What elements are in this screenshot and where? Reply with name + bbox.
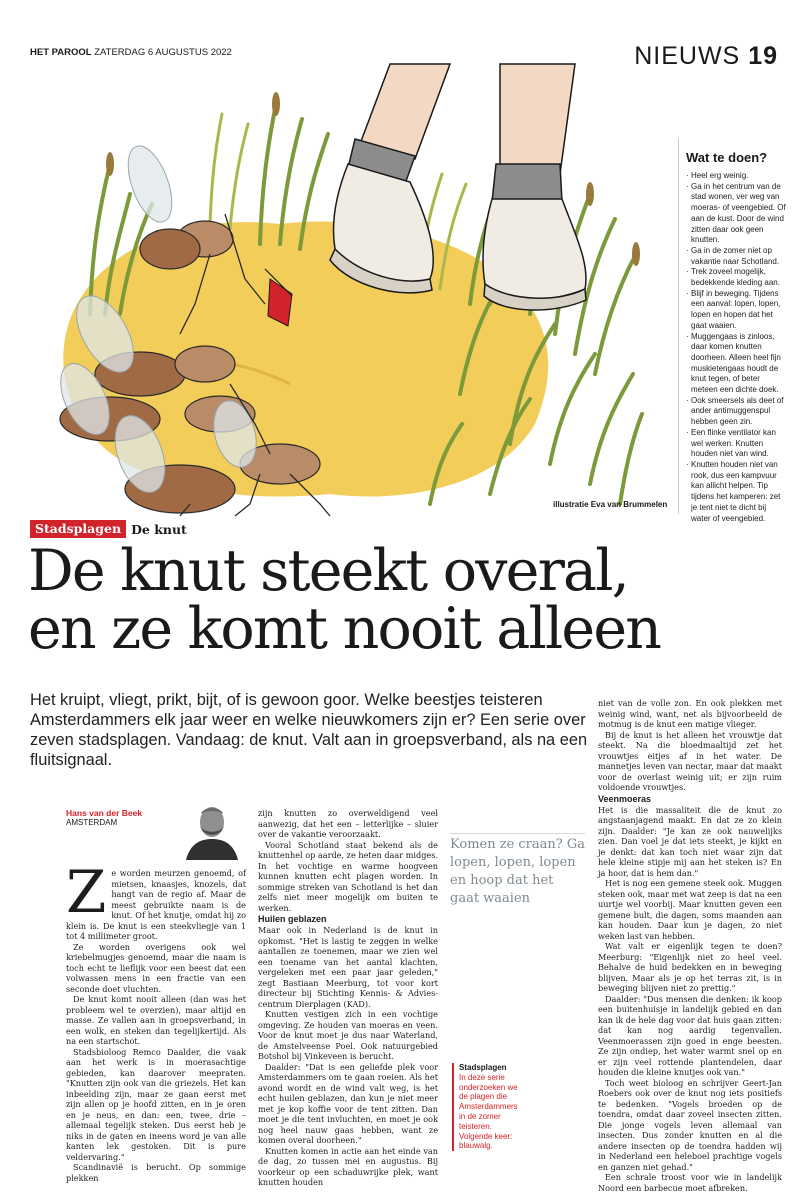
body-paragraph: Scandinavië is berucht. Op sommige plekken <box>66 1162 246 1183</box>
sidebar-tip: · Blijf in beweging. Tijdens een aanval: lopen, lopen, lopen en hopen dat het gaat waaien. <box>686 289 786 332</box>
sidebar-tip: · Een flinke ventilator kan wel werken. Knutten houden niet van wind. <box>686 428 786 460</box>
headline-line-1: De knut steekt overal, <box>28 538 628 604</box>
body-paragraph <box>66 858 246 942</box>
subheading: Huilen geblazen <box>258 914 327 924</box>
body-paragraph: Knutten komen in actie aan het einde van de dag, zo tussen mei en augustus. Bij voorkeur op een schaduwrijke plek, want knutten houden <box>258 1145 438 1187</box>
body-paragraph: niet van de volle zon. En ook plekken met weinig wind, want, net als bijvoorbeeld de motmug is de knut een matige vlieger. <box>598 698 782 729</box>
sidebar-tip: · Muggengaas is zinloos, daar komen knutten doorheen. Alleen heel fijn muskietengaas houdt de knut tegen, of beter meteen een dichte doek. <box>686 332 786 396</box>
series-tag: Stadsplagen <box>30 520 126 538</box>
illustration-credit: illustratie Eva van Brummelen <box>553 500 668 509</box>
body-paragraph: Stadsbioloog Remco Daalder, die vaak aan het werk is in moerasachtige gebieden, kan daarover meepraten. "Knutten zijn ook van die griezels. Het kan inbeelding zijn, maar ze gaan eerst met zijn allen op je hoofd zitten, en in je oren en je neus, en dan: een, twee, drie – allemaal tegelijk steken. Dus eerst heb je niks in de gaten en ineens word je van alle kanten lek gestoken. Dit is pure veldervaring." <box>66 1046 246 1162</box>
article-headline <box>28 538 661 662</box>
body-paragraph: Bij de knut is het alleen het vrouwtje dat steekt. Na die bloedmaaltijd zet het vrouwtjes eitjes af in het water. De mannetjes leven van nectar, maar dat maakt voor de overlast weinig uit; er zijn ruim voldoende vrouwtjes. <box>598 729 782 792</box>
body-paragraph: Vooral Schotland staat bekend als de knuttenhel op aarde, ze heten daar midges. In het vochtige en warme hoogveen kunnen knutten echt plagen worden. In sommige streken van Schotland is het dan zelfs niet meer mogelijk om buiten te werken. <box>258 839 438 913</box>
sidebar-tip: · Knutten houden niet van rook, dus een kampvuur kan allicht helpen. Tip tijdens het kamperen: zet je tent niet te dicht bij water of veengebied. <box>686 460 786 524</box>
byline <box>66 808 142 827</box>
series-note-text: In deze serie onderzoeken we de plagen die Amsterdammers in de zomer teisteren. Volgende keer: blauwalg. <box>459 1072 518 1151</box>
page-number: 19 <box>748 42 778 70</box>
article-kicker <box>30 520 187 538</box>
body-paragraph: Wat valt er eigenlijk tegen te doen? Meerburg: "Eigenlijk niet zo heel veel. Behalve de huid bedekken en in beweging blijven. Maar als je op het terras zit, is in beweging blijven niet zo prettig." <box>598 941 782 993</box>
body-text: e worden meurzen genoemd, of mietsen, knaasjes, knozels, dat hangt van de regio af. Maar de meest gebruikte naam is de knut. Of het knutje, omdat hij zo klein is. De knut is een steekvliegje van 1 tot 4 millimeter groot. <box>66 868 246 941</box>
body-paragraph: Knutten vestigen zich in een vochtige omgeving. Ze houden van moeras en veen. Voor de knut moet je dus naar Waterland, de Amstelveense Poel. Ook natuurgebied Botshol bij Vinkeveen is berucht. <box>258 1009 438 1061</box>
article-column-2 <box>258 808 438 1188</box>
sidebar-tip: · Trek zoveel mogelijk, bedekkende kleding aan. <box>686 267 786 288</box>
author-location: AMSTERDAM <box>66 818 118 827</box>
author-photo <box>184 798 240 860</box>
illustration-midges-and-hiker <box>30 64 645 519</box>
body-paragraph: Ze worden overigens ook wel kriebelmugjes genoemd, maar die naam is toch echt te lieflijk voor een beest dat een volwassen mens in een fractie van een seconde doet vluchten. <box>66 941 246 994</box>
series-note-title: Stadsplagen <box>459 1063 507 1072</box>
article-column-3 <box>598 698 782 1193</box>
publication-date: ZATERDAG 6 AUGUSTUS 2022 <box>94 47 232 58</box>
author-name: Hans van der Beek <box>66 808 143 818</box>
series-note <box>452 1063 524 1151</box>
body-paragraph: Maar ook in Nederland is de knut in opkomst. "Het is lastig te zeggen in welke aantallen ze toenemen, maar we zien wel een toename van het aantal klachten, vergeleken met een paar jaar geleden," zegt Bastiaan Meerburg, tot voor kort directeur bij Stichting Kennis- & Adviescentrum Dierplagen (KAD). <box>258 925 438 1009</box>
masthead <box>30 47 232 58</box>
headline-line-2: en ze komt nooit alleen <box>28 596 661 662</box>
subheading: Veenmoeras <box>598 793 652 804</box>
article-intro: Het kruipt, vliegt, prikt, bijt, of is gewoon goor. Welke beestjes teisteren Amsterdammers elk jaar weer en welke nieuwkomers zijn er? Een serie over zeven stadsplagen. Vandaag: de knut. Valt aan in groepsverband, als na een fluitsignaal. <box>30 691 588 769</box>
article-column-1 <box>66 858 246 1183</box>
sidebar-tip: · Heel erg weinig. <box>686 171 786 182</box>
body-paragraph: zijn knutten zo overweldigend veel aanwezig, dat het een – letterlijke – sluier over de vakantie veroorzaakt. <box>258 808 438 839</box>
sidebar-tip: · Ook smeersels als deet of ander antimuggenspul hebben geen zin. <box>686 396 786 428</box>
newspaper-brand: HET PAROOL <box>30 47 92 58</box>
body-paragraph: De knut komt nooit alleen (dan was het probleem wel te overzien), maar altijd en masse. Ze vallen aan in groepsverband, in een wolk, en steken dan tegelijkertijd. Als na een startschot. <box>66 994 246 1046</box>
body-paragraph: Daalder: "Dat is een geliefde plek voor Amsterdammers om te gaan roeien. Als het avond wordt en de wind valt weg, is het echt huilen geblazen, dan kun je niet meer met je kop koffie voor de tent zitten. Dan moet je die tent invluchten, en moet je ook nog heel nauw gaas hebben, want ze komen overal doorheen." <box>258 1061 438 1145</box>
sidebar-title: Wat te doen? <box>686 150 768 165</box>
pull-quote: Komen ze craan? Ga lopen, lopen, lopen en hoop dat het gaat waaien <box>450 833 585 908</box>
body-paragraph: Het is die massaliteit die de knut zo angstaanjagend maakt. En dat ze zo klein zijn. Daalder: "Je kan ze ook nauwelijks zien. Dan voel je dat iets steekt, je kijkt en je denkt: dat kan toch niet waar zijn dat hele kleine stipje mij aan het steken is? En ja hoor, dat is hem dan." <box>598 804 782 878</box>
sidebar-tips-list <box>686 171 786 524</box>
body-paragraph: Een schrale troost voor wie in landelijk Noord een barbecue moet afbreken. <box>598 1172 782 1193</box>
tips-sidebar <box>678 138 786 523</box>
body-paragraph: Toch weet bioloog en schrijver Geert-Jan Roebers ook over de knut nog iets positiefs te bedenken. "Vogels broeden op de toendra, omdat daar zoveel insecten zitten. Die jonge vogels leven allemaal van insecten. Dus zonder knutten en al die andere insecten op de toendra hadden wij in Nederland een heleboel prachtige vogels en ganzen niet gehad." <box>598 1077 782 1172</box>
body-paragraph: Het is nog een gemene steek ook. Muggen steken ook, maar met wat zeep is dat na een uurtje wel voorbij. Maar knutten geven een gemene bult, die dagen, soms maanden aan kan houden. Daar kun je dagen, zo niet weken last van hebben. <box>598 878 782 941</box>
sidebar-tip: · Ga in het centrum van de stad wonen, ver weg van moeras- of veengebied. Of aan de kust. Door de wind zitten daar ook geen knutten. <box>686 182 786 246</box>
drop-cap: Z <box>66 858 107 926</box>
kicker-subtitle: De knut <box>131 521 187 537</box>
sidebar-tip: · Ga in de zomer niet op vakantie naar Schotland. <box>686 246 786 267</box>
section-header <box>634 42 778 71</box>
section-name: NIEUWS <box>634 42 741 70</box>
body-paragraph: Daalder: "Dus mensen die denken: ik koop een buitenhuisje in landelijk gebied en dan kan ik de hele dag voor dat huis gaan zitten: dat kan nog aardig tegenvallen. Veenmoerassen zijn goed in enge beesten. Ze zijn ondiep, het water warmt snel op en er zijn veel rottende plantendelen, daar houden die kleine knutjes ook van." <box>598 993 782 1077</box>
